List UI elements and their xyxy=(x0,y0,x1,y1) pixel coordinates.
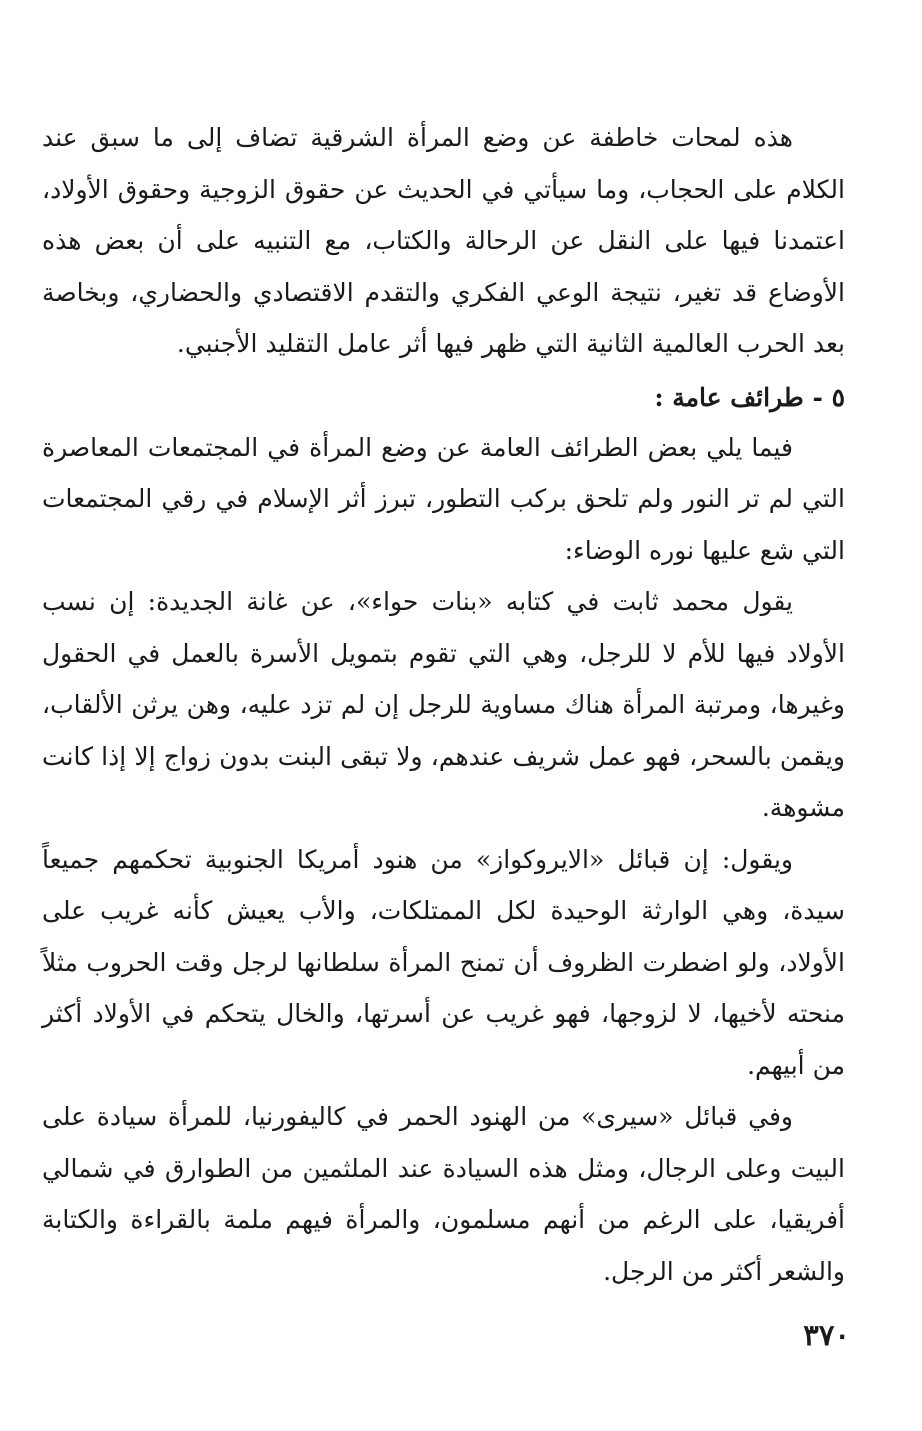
paragraph-section-intro: فيما يلي بعض الطرائف العامة عن وضع المرأة في المجتمعات المعاصرة التي لم تر النور ولم تلحق بركب التطور، تبرز أثر الإسلام في رقي المجتمعات التي شع عليها نوره الوضاء: xyxy=(42,432,845,565)
paragraph-quote-iroquois: ويقول: إن قبائل «الايروكواز» من هنود أمريكا الجنوبية تحكمهم جميعاً سيدة، وهي الوارثة الوحيدة لكل الممتلكات، والأب يعيش كأنه غريب على الأولاد، ولو اضطرت الظروف أن تمنح المرأة سلطانها لرجل وقت الحروب مثلاً منحته لأخيها، لا لزوجها، فهو غريب عن أسرتها، والخال يتحكم في الأولاد أكثر من أبيهم. xyxy=(42,844,845,1080)
page-number: ٣٧٠ xyxy=(803,1318,850,1352)
paragraph-quote-ghana: يقول محمد ثابت في كتابه «بنات حواء»، عن غانة الجديدة: إن نسب الأولاد فيها للأم لا للرجل، وهي التي تقوم بتمويل الأسرة بالعمل في الحقول وغيرها، ومرتبة المرأة هناك مساوية للرجل إن لم تزد عليه، وهن يرثن الألقاب، ويقمن بالسحر، فهو عمل شريف عندهم، ولا تبقى البنت بدون زواج إلا إذا كانت مشوهة. xyxy=(42,587,845,822)
paragraph-intro: هذه لمحات خاطفة عن وضع المرأة الشرقية تضاف إلى ما سبق عند الكلام على الحجاب، وما سيأتي في الحديث عن حقوق الزوجية وحقوق الأولاد، اعتمدنا فيها على النقل عن الرحالة والكتاب، مع التنبيه على أن بعض هذه الأوضاع قد تغير، نتيجة الوعي الفكري والتقدم الاقتصادي والحضاري، وبخاصة بعد الحرب العالمية الثانية التي ظهر فيها أثر عامل التقليد الأجنبي. xyxy=(42,123,845,358)
paragraph-quote-tuareg: وفي قبائل «سيرى» من الهنود الحمر في كاليفورنيا، للمرأة سيادة على البيت وعلى الرجال، ومثل هذه السيادة عند الملثمين من الطوارق في شمالي أفريقيا، على الرغم من أنهم مسلمون، والمرأة فيهم ملمة بالقراءة والكتابة والشعر أكثر من الرجل. xyxy=(42,1102,845,1286)
page-body xyxy=(42,112,845,1297)
section-heading: ٥ - طرائف عامة : xyxy=(654,382,845,412)
